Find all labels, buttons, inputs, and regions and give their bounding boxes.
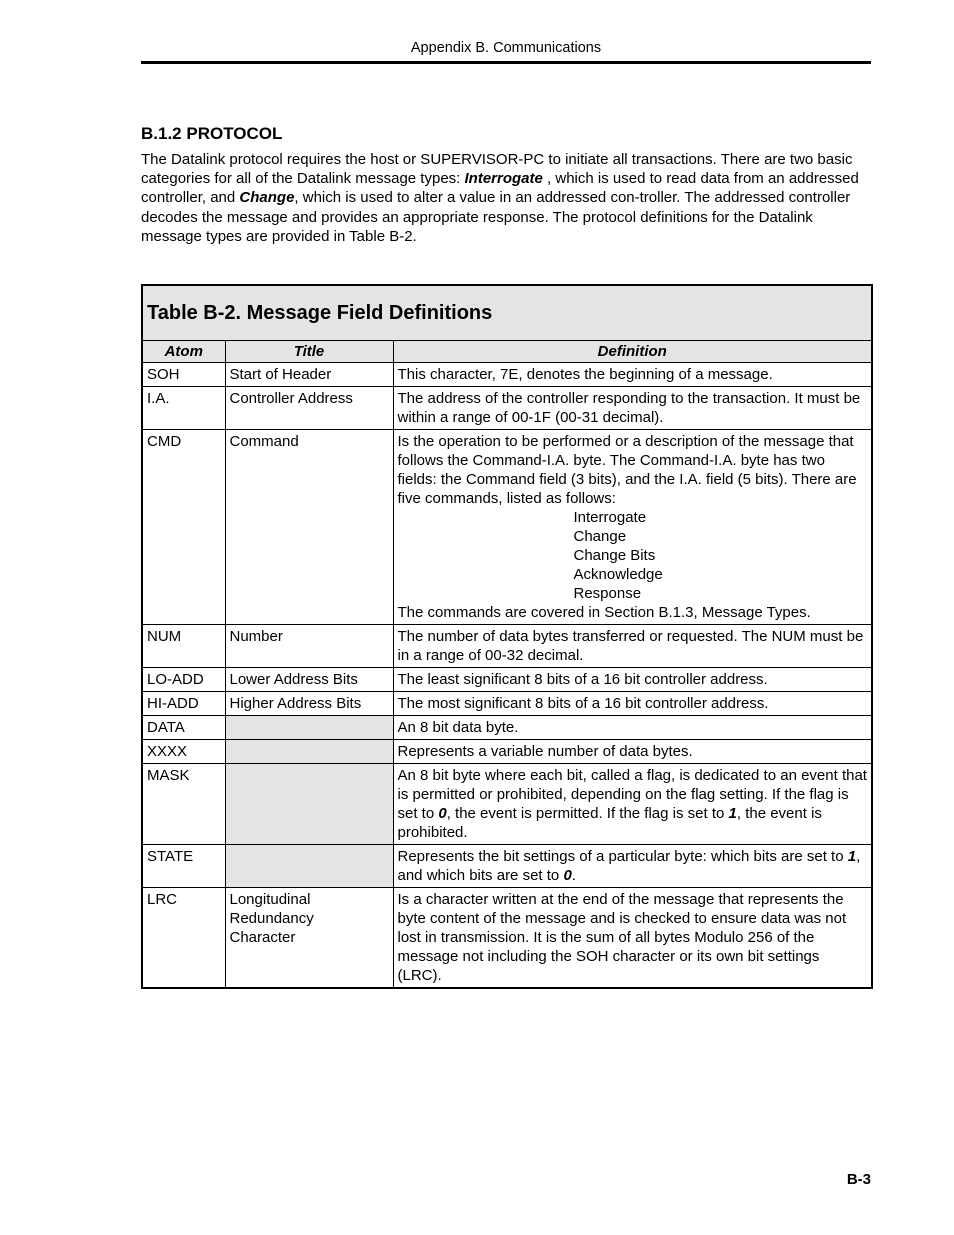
table-row <box>142 430 872 625</box>
command-list-item: Acknowledge <box>573 566 663 583</box>
table-caption: Table B-2. Message Field Definitions <box>142 285 872 341</box>
cell-title-empty <box>225 740 393 764</box>
cell-atom: CMD <box>142 430 225 625</box>
command-list-item: Change <box>573 528 627 545</box>
cell-definition <box>393 845 872 888</box>
table-row <box>142 888 872 989</box>
title-line: Character <box>229 929 296 946</box>
col-header-atom: Atom <box>142 341 225 363</box>
table-row <box>142 716 872 740</box>
cell-atom: MASK <box>142 764 225 845</box>
message-field-table <box>141 284 873 989</box>
cell-title: Higher Address Bits <box>225 692 393 716</box>
cell-definition: The least significant 8 bits of a 16 bit controller address. <box>393 668 872 692</box>
intro-text-2: , which is used to read data from an addressed controller, and <box>141 170 859 207</box>
cell-title-empty <box>225 764 393 845</box>
term-interrogate: Interrogate <box>464 170 543 188</box>
cell-definition: The most significant 8 bits of a 16 bit controller address. <box>393 692 872 716</box>
cell-atom: LRC <box>142 888 225 989</box>
cell-definition: Is a character written at the end of the message that represents the byte content of the message and is checked to ensure data was not lost in transmission. It is the sum of all bytes Modulo 256 of the message not including the SOH character or its own bit settings (LRC). <box>393 888 872 989</box>
col-header-title: Title <box>225 341 393 363</box>
mask-value-1: 1 <box>728 805 737 822</box>
cell-atom: XXXX <box>142 740 225 764</box>
cell-definition <box>393 430 872 625</box>
command-list-item: Response <box>573 585 642 602</box>
cell-title: Controller Address <box>225 387 393 430</box>
state-value-1: 1 <box>847 848 857 865</box>
header-rule <box>141 61 871 64</box>
cell-title-empty <box>225 845 393 888</box>
mask-text-1: An 8 bit byte where each bit, called a flag, is dedicated to an event that is permitted or prohibited, depending on the flag setting. If the flag is set to <box>397 767 867 822</box>
table-header-row <box>142 341 872 363</box>
mask-text-3: , the event is prohibited. <box>397 805 822 841</box>
table-row <box>142 740 872 764</box>
cell-atom: NUM <box>142 625 225 668</box>
cell-definition: Represents a variable number of data bytes. <box>393 740 872 764</box>
section-title: B.1.2 PROTOCOL <box>141 124 283 143</box>
title-line: Redundancy <box>229 910 314 927</box>
cell-atom: I.A. <box>142 387 225 430</box>
term-change: Change <box>239 189 295 207</box>
state-value-0: 0 <box>563 867 572 884</box>
intro-text-3: , which is used to alter a value in an addressed con-troller. The addressed controller decodes the message and provides an appropriate response. The protocol definitions for the Datalink message types are provided in Table B-2. <box>141 189 851 245</box>
cell-atom: STATE <box>142 845 225 888</box>
cell-title <box>225 888 393 989</box>
cell-atom: LO-ADD <box>142 668 225 692</box>
cell-title-empty <box>225 716 393 740</box>
mask-value-0: 0 <box>438 805 447 822</box>
cmd-definition-text: Is the operation to be performed or a description of the message that follows the Command-I.A. byte. The Command-I.A. byte has two fields: the Command field (3 bits), and the I.A. field (5 bits). There are five commands, listed as follows: <box>397 433 857 507</box>
cell-definition: The number of data bytes transferred or requested. The NUM must be in a range of 00-32 decimal. <box>393 625 872 668</box>
table-row <box>142 692 872 716</box>
table-row <box>142 363 872 387</box>
col-header-definition: Definition <box>393 341 872 363</box>
cell-definition: The address of the controller responding to the transaction. It must be within a range of 00-1F (00-31 decimal). <box>393 387 872 430</box>
cmd-definition-end: The commands are covered in Section B.1.3, Message Types. <box>397 604 811 621</box>
table-row <box>142 764 872 845</box>
cell-atom: SOH <box>142 363 225 387</box>
table-row <box>142 668 872 692</box>
cell-title: Command <box>225 430 393 625</box>
title-line: Longitudinal <box>229 891 311 908</box>
cell-atom: DATA <box>142 716 225 740</box>
cell-definition: This character, 7E, denotes the beginning of a message. <box>393 363 872 387</box>
state-text-1: Represents the bit settings of a particular byte: which bits are set to <box>397 848 848 865</box>
cell-title: Start of Header <box>225 363 393 387</box>
table-row <box>142 387 872 430</box>
table-row <box>142 845 872 888</box>
cell-title: Lower Address Bits <box>225 668 393 692</box>
state-text-2: , and which bits are set to <box>397 848 861 884</box>
cell-title: Number <box>225 625 393 668</box>
intro-paragraph <box>141 150 876 246</box>
page-number: B-3 <box>846 1171 871 1188</box>
table-row <box>142 625 872 668</box>
cell-atom: HI-ADD <box>142 692 225 716</box>
intro-text-1: The Datalink protocol requires the host or SUPERVISOR-PC to initiate all transactions. There are two basic categories for all of the Datalink message types: <box>141 151 853 188</box>
mask-text-2: , the event is permitted. If the flag is set to <box>446 805 729 822</box>
cell-definition: An 8 bit data byte. <box>393 716 872 740</box>
command-list-item: Change Bits <box>573 547 656 564</box>
command-list-item: Interrogate <box>573 509 647 526</box>
cell-definition <box>393 764 872 845</box>
message-field-table-wrapper <box>141 284 871 989</box>
running-header: Appendix B. Communications <box>410 40 602 56</box>
state-text-3: . <box>571 867 576 884</box>
